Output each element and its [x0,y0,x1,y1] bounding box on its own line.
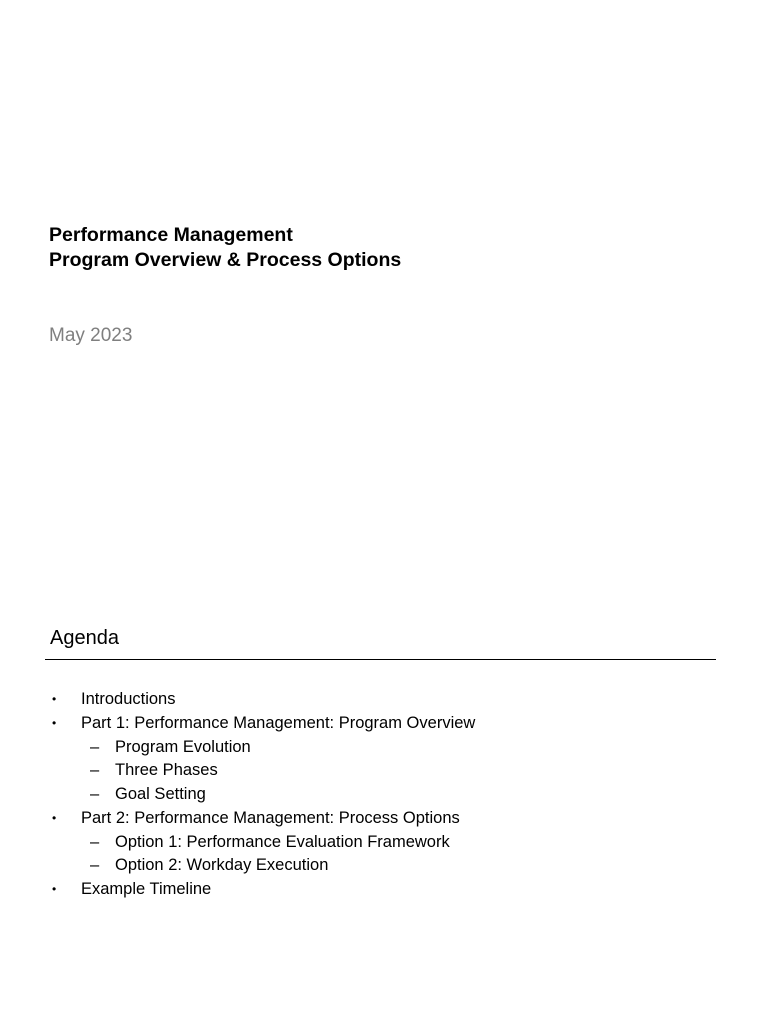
dash-icon: – [90,761,100,780]
dash-icon: – [90,832,100,851]
dash-icon: – [90,737,100,756]
document-title [49,223,401,273]
agenda-item-text: Part 1: Performance Management: Program Overview [81,713,476,732]
agenda-subitem-text: Program Evolution [115,737,251,756]
agenda-item [0,807,768,831]
agenda-subitem-text: Goal Setting [115,785,206,803]
agenda-divider [45,659,716,660]
agenda-subitem [0,783,768,807]
bullet-icon: • [52,882,57,896]
agenda-subitem [0,736,768,760]
title-line-1: Performance Management [49,224,293,246]
agenda-subitem-text: Option 1: Performance Evaluation Framework [115,832,450,851]
bullet-icon: • [52,692,57,706]
agenda-subitem [0,831,768,855]
agenda-subitem-text: Three Phases [115,761,218,780]
bullet-icon: • [52,810,57,825]
bullet-icon: • [52,715,57,730]
agenda-list [0,688,768,902]
title-line-2: Program Overview & Process Options [49,249,402,271]
document-date: May 2023 [49,325,133,346]
agenda-subitem [0,854,768,878]
agenda-subitem-text: Option 2: Workday Execution [115,856,329,875]
agenda-item-text: Example Timeline [81,880,212,898]
agenda-item [0,878,768,902]
agenda-item [0,688,768,712]
agenda-heading: Agenda [50,627,119,649]
agenda-item [0,712,768,736]
agenda-item-text: Introductions [81,690,176,708]
dash-icon: – [90,856,100,875]
agenda-subitem [0,759,768,783]
dash-icon: – [90,785,100,803]
agenda-item-text: Part 2: Performance Management: Process Options [81,808,460,827]
